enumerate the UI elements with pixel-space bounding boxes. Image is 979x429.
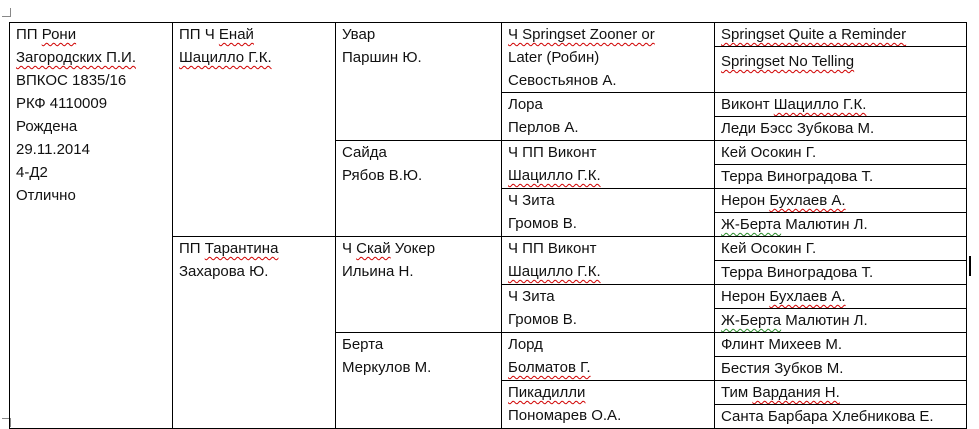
ancestor-cell-13[interactable] <box>715 333 967 357</box>
great-grandparent-name: Ч ПП Виконт <box>508 144 597 161</box>
grandparent-name-line: Ч Скай Уокер <box>342 240 436 257</box>
grandparent-owner: Рябов В.Ю. <box>342 167 423 184</box>
great-grandparent-name: Ч ПП Виконт <box>508 240 597 257</box>
ancestor-cell-9[interactable] <box>715 237 967 261</box>
great-grandparent-owner: Громов В. <box>508 215 577 232</box>
dam-name-line: ПП Тарантина <box>179 240 279 257</box>
ancestor-cell-7[interactable] <box>715 189 967 213</box>
pedigree-table <box>9 22 967 429</box>
sire-name-line: ПП Ч Енай <box>179 26 254 43</box>
ancestor-entry: Нерон Бухлаев А. <box>721 192 846 209</box>
ancestor-cell-15[interactable] <box>715 381 967 405</box>
subject-birth-date: 29.11.2014 <box>16 141 90 158</box>
subject-rkf-no: РКФ 4110009 <box>16 95 108 112</box>
ancestor-cell-16[interactable] <box>715 405 967 429</box>
subject-code: 4-Д2 <box>16 164 48 181</box>
subject-grade: Отлично <box>16 187 76 204</box>
ancestor-cell-2[interactable] <box>715 47 967 93</box>
great-grandparent-cell-4[interactable] <box>502 189 715 237</box>
ancestor-cell-1[interactable] <box>715 23 967 47</box>
ancestor-entry: Санта Барбара Хлебникова Е. <box>721 408 934 425</box>
great-grandparent-cell-7[interactable] <box>502 333 715 381</box>
grandparent-owner: Паршин Ю. <box>342 49 422 66</box>
grandparent-owner: Меркулов М. <box>342 359 432 376</box>
great-grandparent-cell-3[interactable] <box>502 141 715 189</box>
subject-pedigree-no: ВПКОС 1835/16 <box>16 72 127 89</box>
great-grandparent-name: Пикадилли <box>508 384 586 401</box>
great-grandparent-owner: Перлов А. <box>508 119 579 136</box>
grandparent-name: Берта <box>342 336 384 353</box>
great-grandparent-name: Ч Зита <box>508 288 555 305</box>
great-grandparent-name-cont: Later (Робин) <box>508 49 600 66</box>
ancestor-entry: Леди Бэсс Зубкова М. <box>721 120 875 137</box>
subject-name-line: ПП Рони <box>16 26 77 43</box>
grandparent-owner: Ильина Н. <box>342 263 414 280</box>
ancestor-cell-12[interactable] <box>715 309 967 333</box>
great-grandparent-name: Ч Зита <box>508 192 555 209</box>
grandparent-cell-4[interactable] <box>336 333 502 429</box>
ancestor-cell-11[interactable] <box>715 285 967 309</box>
great-grandparent-name: Лора <box>508 96 543 113</box>
subject-born-label: Рождена <box>16 118 78 135</box>
great-grandparent-owner: Шацилло Г.К. <box>508 167 601 184</box>
ancestor-entry: Терра Виноградова Т. <box>721 168 874 185</box>
great-grandparent-cell-2[interactable] <box>502 93 715 141</box>
page-corner-mark-top <box>2 8 11 17</box>
ancestor-entry: Кей Осокин Г. <box>721 144 817 161</box>
ancestor-name: Springset No Telling <box>721 53 855 70</box>
ancestor-cell-8[interactable] <box>715 213 967 237</box>
ancestor-entry: Тим Вардания Н. <box>721 384 840 401</box>
ancestor-entry: Виконт Шацилло Г.К. <box>721 96 867 113</box>
ancestor-cell-5[interactable] <box>715 141 967 165</box>
ancestor-entry: Кей Осокин Г. <box>721 240 817 257</box>
sire-cell[interactable] <box>173 23 336 237</box>
ancestor-cell-4[interactable] <box>715 117 967 141</box>
ancestor-entry: Терра Виноградова Т. <box>721 264 874 281</box>
great-grandparent-cell-5[interactable] <box>502 237 715 285</box>
great-grandparent-owner: Пономарев О.А. <box>508 407 622 424</box>
ancestor-entry: Флинт Михеев М. <box>721 336 843 353</box>
subject-cell[interactable] <box>10 23 173 429</box>
grandparent-cell-2[interactable] <box>336 141 502 237</box>
ancestor-cell-6[interactable] <box>715 165 967 189</box>
dam-cell[interactable] <box>173 237 336 429</box>
ancestor-cell-10[interactable] <box>715 261 967 285</box>
ancestor-entry: Ж-Берта Малютин Л. <box>721 312 868 329</box>
grandparent-name: Увар <box>342 26 376 43</box>
grandparent-name: Сайда <box>342 144 387 161</box>
sire-owner: Шацилло Г.К. <box>179 49 272 66</box>
grandparent-cell-1[interactable] <box>336 23 502 141</box>
great-grandparent-owner: Севостьянов А. <box>508 72 617 89</box>
great-grandparent-cell-6[interactable] <box>502 285 715 333</box>
great-grandparent-owner: Болматов Г. <box>508 359 591 376</box>
great-grandparent-owner: Шацилло Г.К. <box>508 263 601 280</box>
ancestor-name: Springset Quite a Reminder <box>721 26 907 43</box>
ancestor-cell-3[interactable] <box>715 93 967 117</box>
dam-owner: Захарова Ю. <box>179 263 269 280</box>
ancestor-entry: Нерон Бухлаев А. <box>721 288 846 305</box>
ancestor-cell-14[interactable] <box>715 357 967 381</box>
ancestor-entry: Бестия Зубков М. <box>721 360 844 377</box>
grandparent-cell-3[interactable] <box>336 237 502 333</box>
ancestor-entry: Ж-Берта Малютин Л. <box>721 216 868 233</box>
great-grandparent-cell-1[interactable] <box>502 23 715 93</box>
great-grandparent-name: Ч Springset Zooner or <box>508 26 655 43</box>
text-cursor <box>969 256 971 276</box>
great-grandparent-name: Лорд <box>508 336 543 353</box>
great-grandparent-cell-8[interactable] <box>502 381 715 429</box>
great-grandparent-owner: Громов В. <box>508 311 577 328</box>
subject-owner: Загородских П.И. <box>16 49 136 66</box>
